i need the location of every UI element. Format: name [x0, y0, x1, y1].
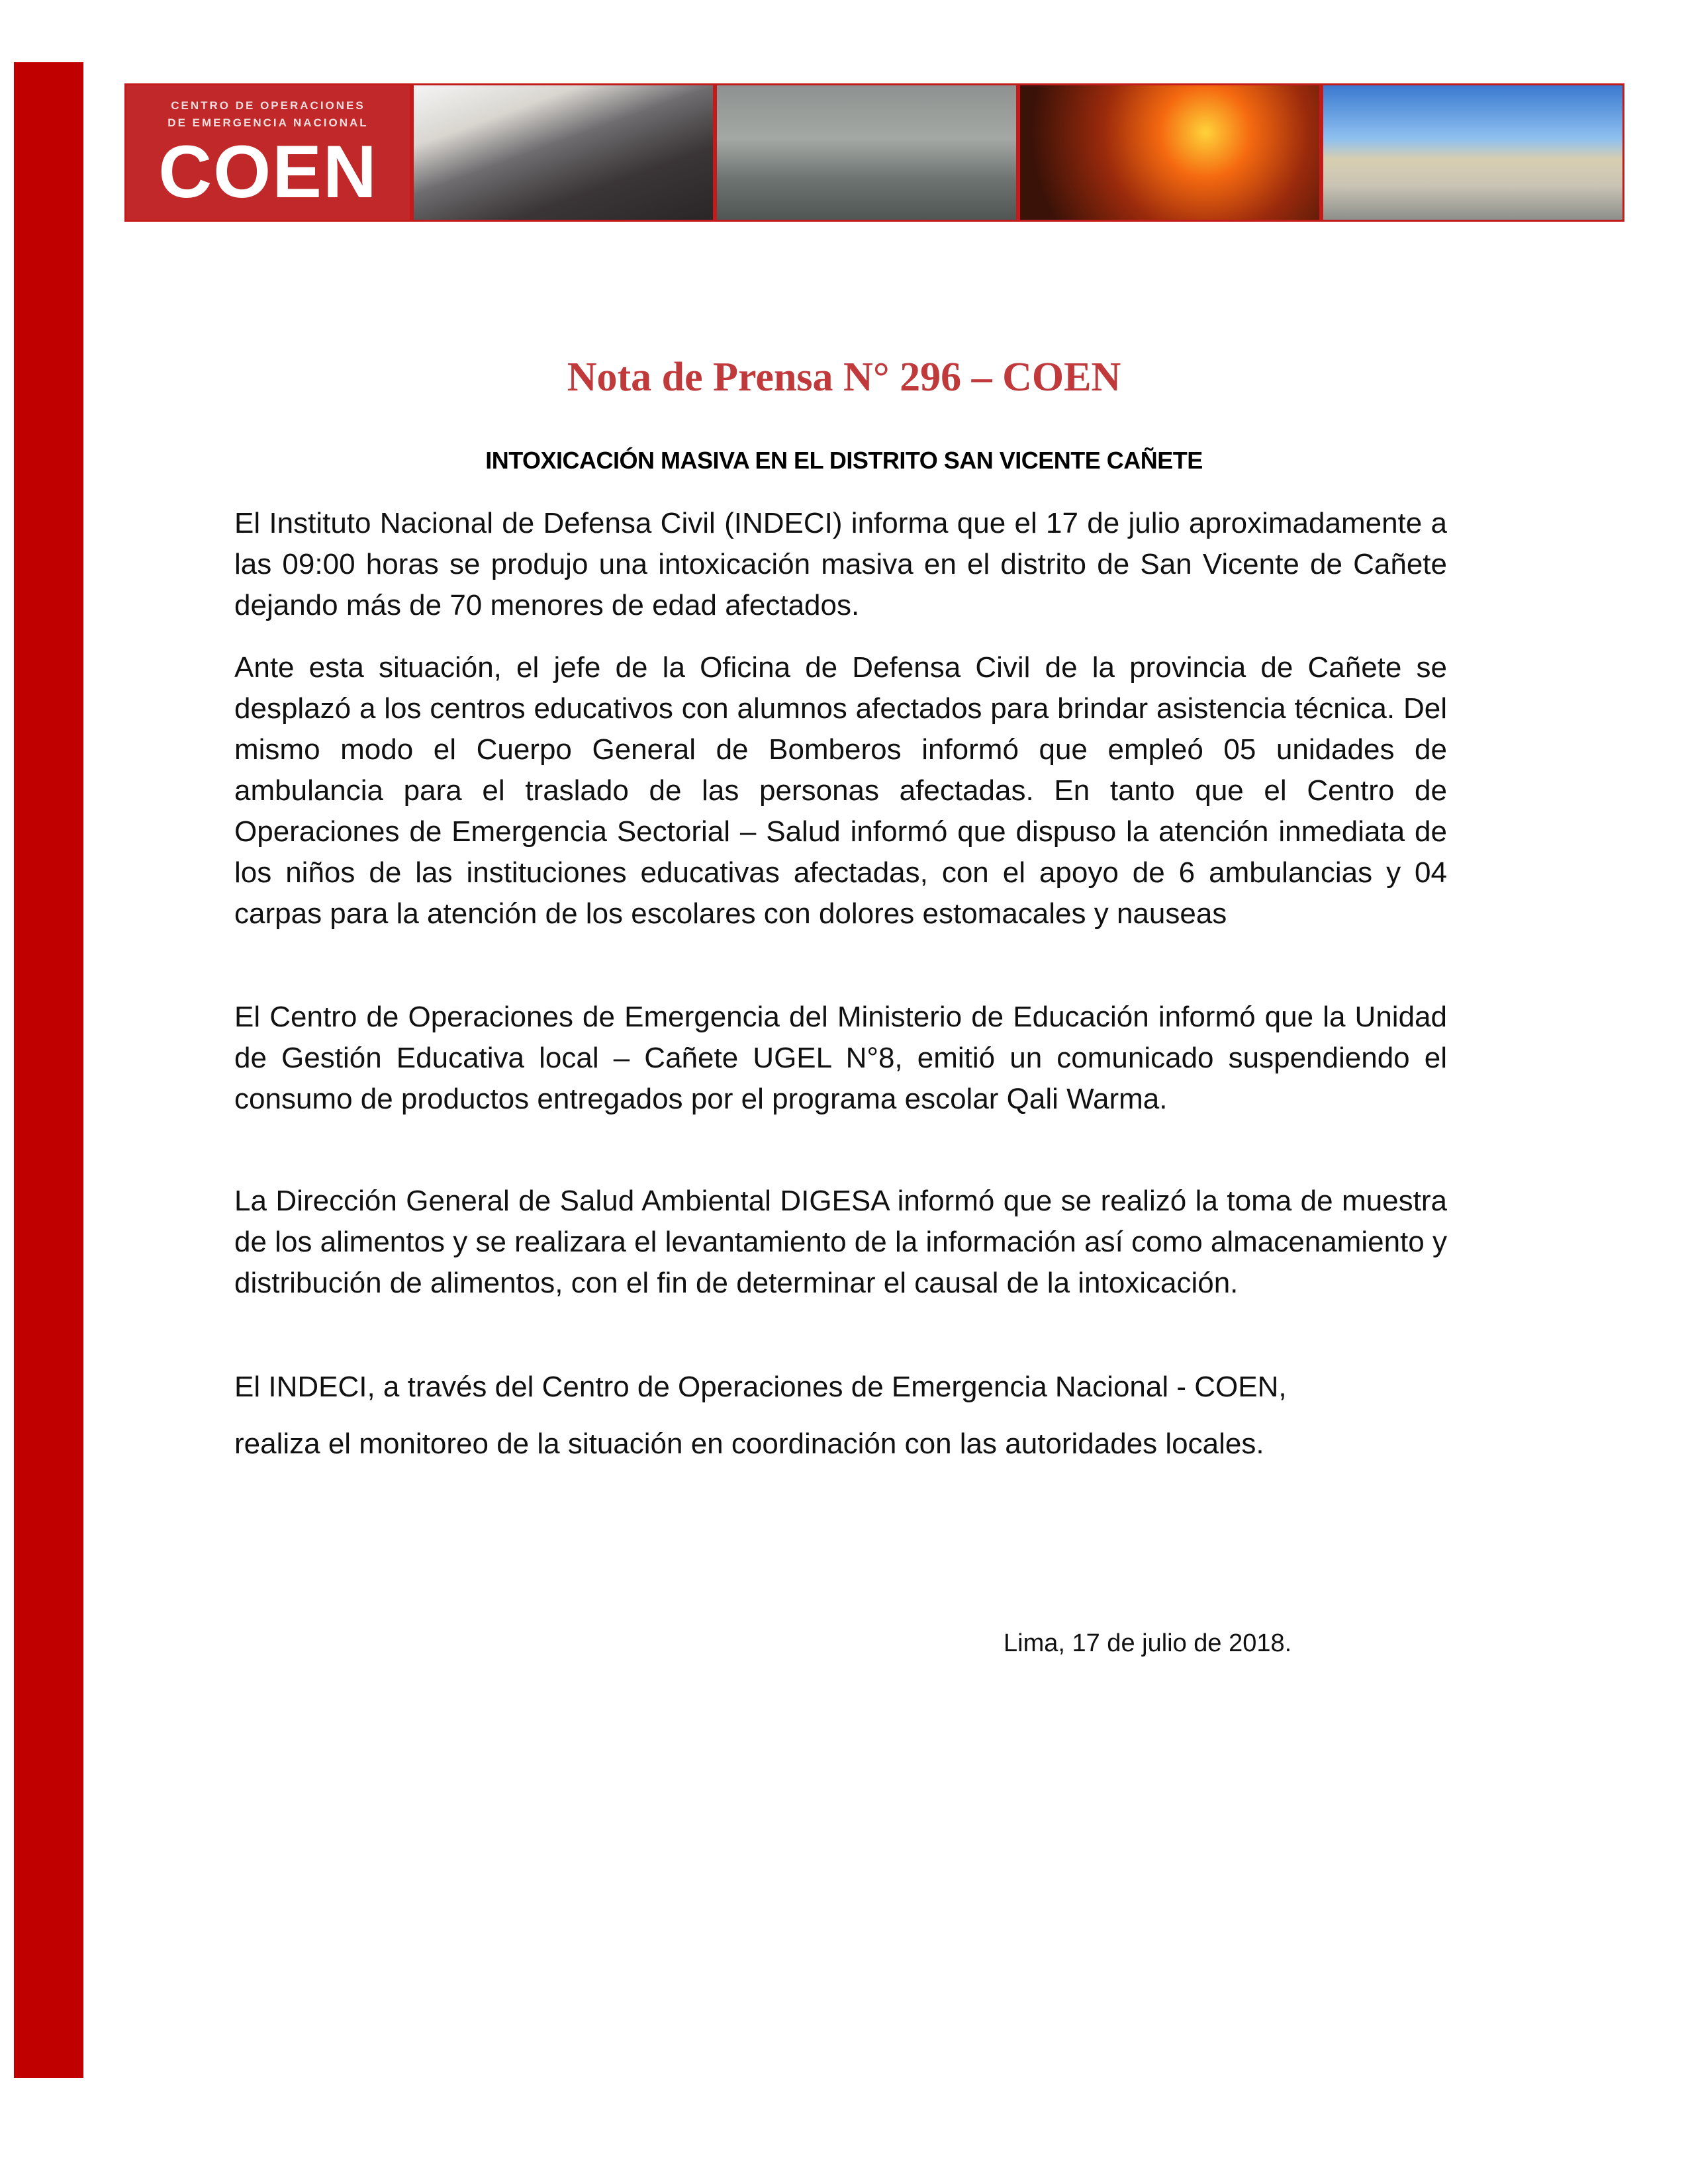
- page-title: Nota de Prensa N° 296 – COEN: [567, 355, 1121, 400]
- page-subtitle: INTOXICACIÓN MASIVA EN EL DISTRITO SAN VICENTE CAÑETE: [485, 447, 1203, 474]
- paragraph: Ante esta situación, el jefe de la Oficina de Defensa Civil de la provincia de Cañete se desplazó a los centros educativos con alumnos afectados para brindar asistencia técnica. Del mismo modo el Cuerpo General de Bomberos informó que empleó 05 unidades de ambulancia para el traslado de las personas afectadas. En tanto que el Centro de Operaciones de Emergencia Sectorial – Salud informó que dispuso la atención inmediata de los niños de las instituciones educativas afectadas, con el apoyo de 6 ambulancias y 04 carpas para la atención de los escolares con dolores estomacales y nauseas: [234, 651, 1447, 930]
- logo-line2: DE EMERGENCIA NACIONAL: [167, 116, 369, 129]
- header-banner: [124, 83, 1624, 222]
- closing-line-2: realiza el monitoreo de la situación en coordinación con las autoridades locales.: [234, 1428, 1264, 1460]
- paragraph-1-block: [234, 503, 1447, 626]
- paragraph-2-block: [234, 647, 1447, 934]
- logo-line1: CENTRO DE OPERACIONES: [171, 99, 365, 112]
- banner-photo-building: [1323, 85, 1622, 220]
- banner-photo-fire: [1020, 85, 1319, 220]
- logo-text: COEN: [158, 130, 378, 213]
- paragraph-4-block: [234, 1181, 1447, 1304]
- paragraph: La Dirección General de Salud Ambiental DIGESA informó que se realizó la toma de muestra de los alimentos y se realizara el levantamiento de la información así como almacenamiento y distribución de alimentos, con el fin de determinar el causal de la intoxicación.: [234, 1185, 1447, 1299]
- coen-logo: [126, 85, 410, 220]
- closing-line-1: El INDECI, a través del Centro de Operaciones de Emergencia Nacional - COEN,: [234, 1371, 1287, 1403]
- paragraph: El Centro de Operaciones de Emergencia del Ministerio de Educación informó que la Unidad de Gestión Educativa local – Cañete UGEL N°8, emitió un comunicado suspendiendo el consumo de productos entregados por el programa escolar Qali Warma.: [234, 1001, 1447, 1115]
- date-line: Lima, 17 de julio de 2018.: [1004, 1629, 1292, 1657]
- closing-block: [234, 1367, 1447, 1465]
- banner-photo-cold: [414, 85, 713, 220]
- paragraph: El Instituto Nacional de Defensa Civil (INDECI) informa que el 17 de julio aproximadamente a las 09:00 horas se produjo una intoxicación masiva en el distrito de San Vicente de Cañete dejando más de 70 menores de edad afectados.: [234, 507, 1447, 621]
- banner-photo-flood: [717, 85, 1016, 220]
- paragraph-3-block: [234, 997, 1447, 1120]
